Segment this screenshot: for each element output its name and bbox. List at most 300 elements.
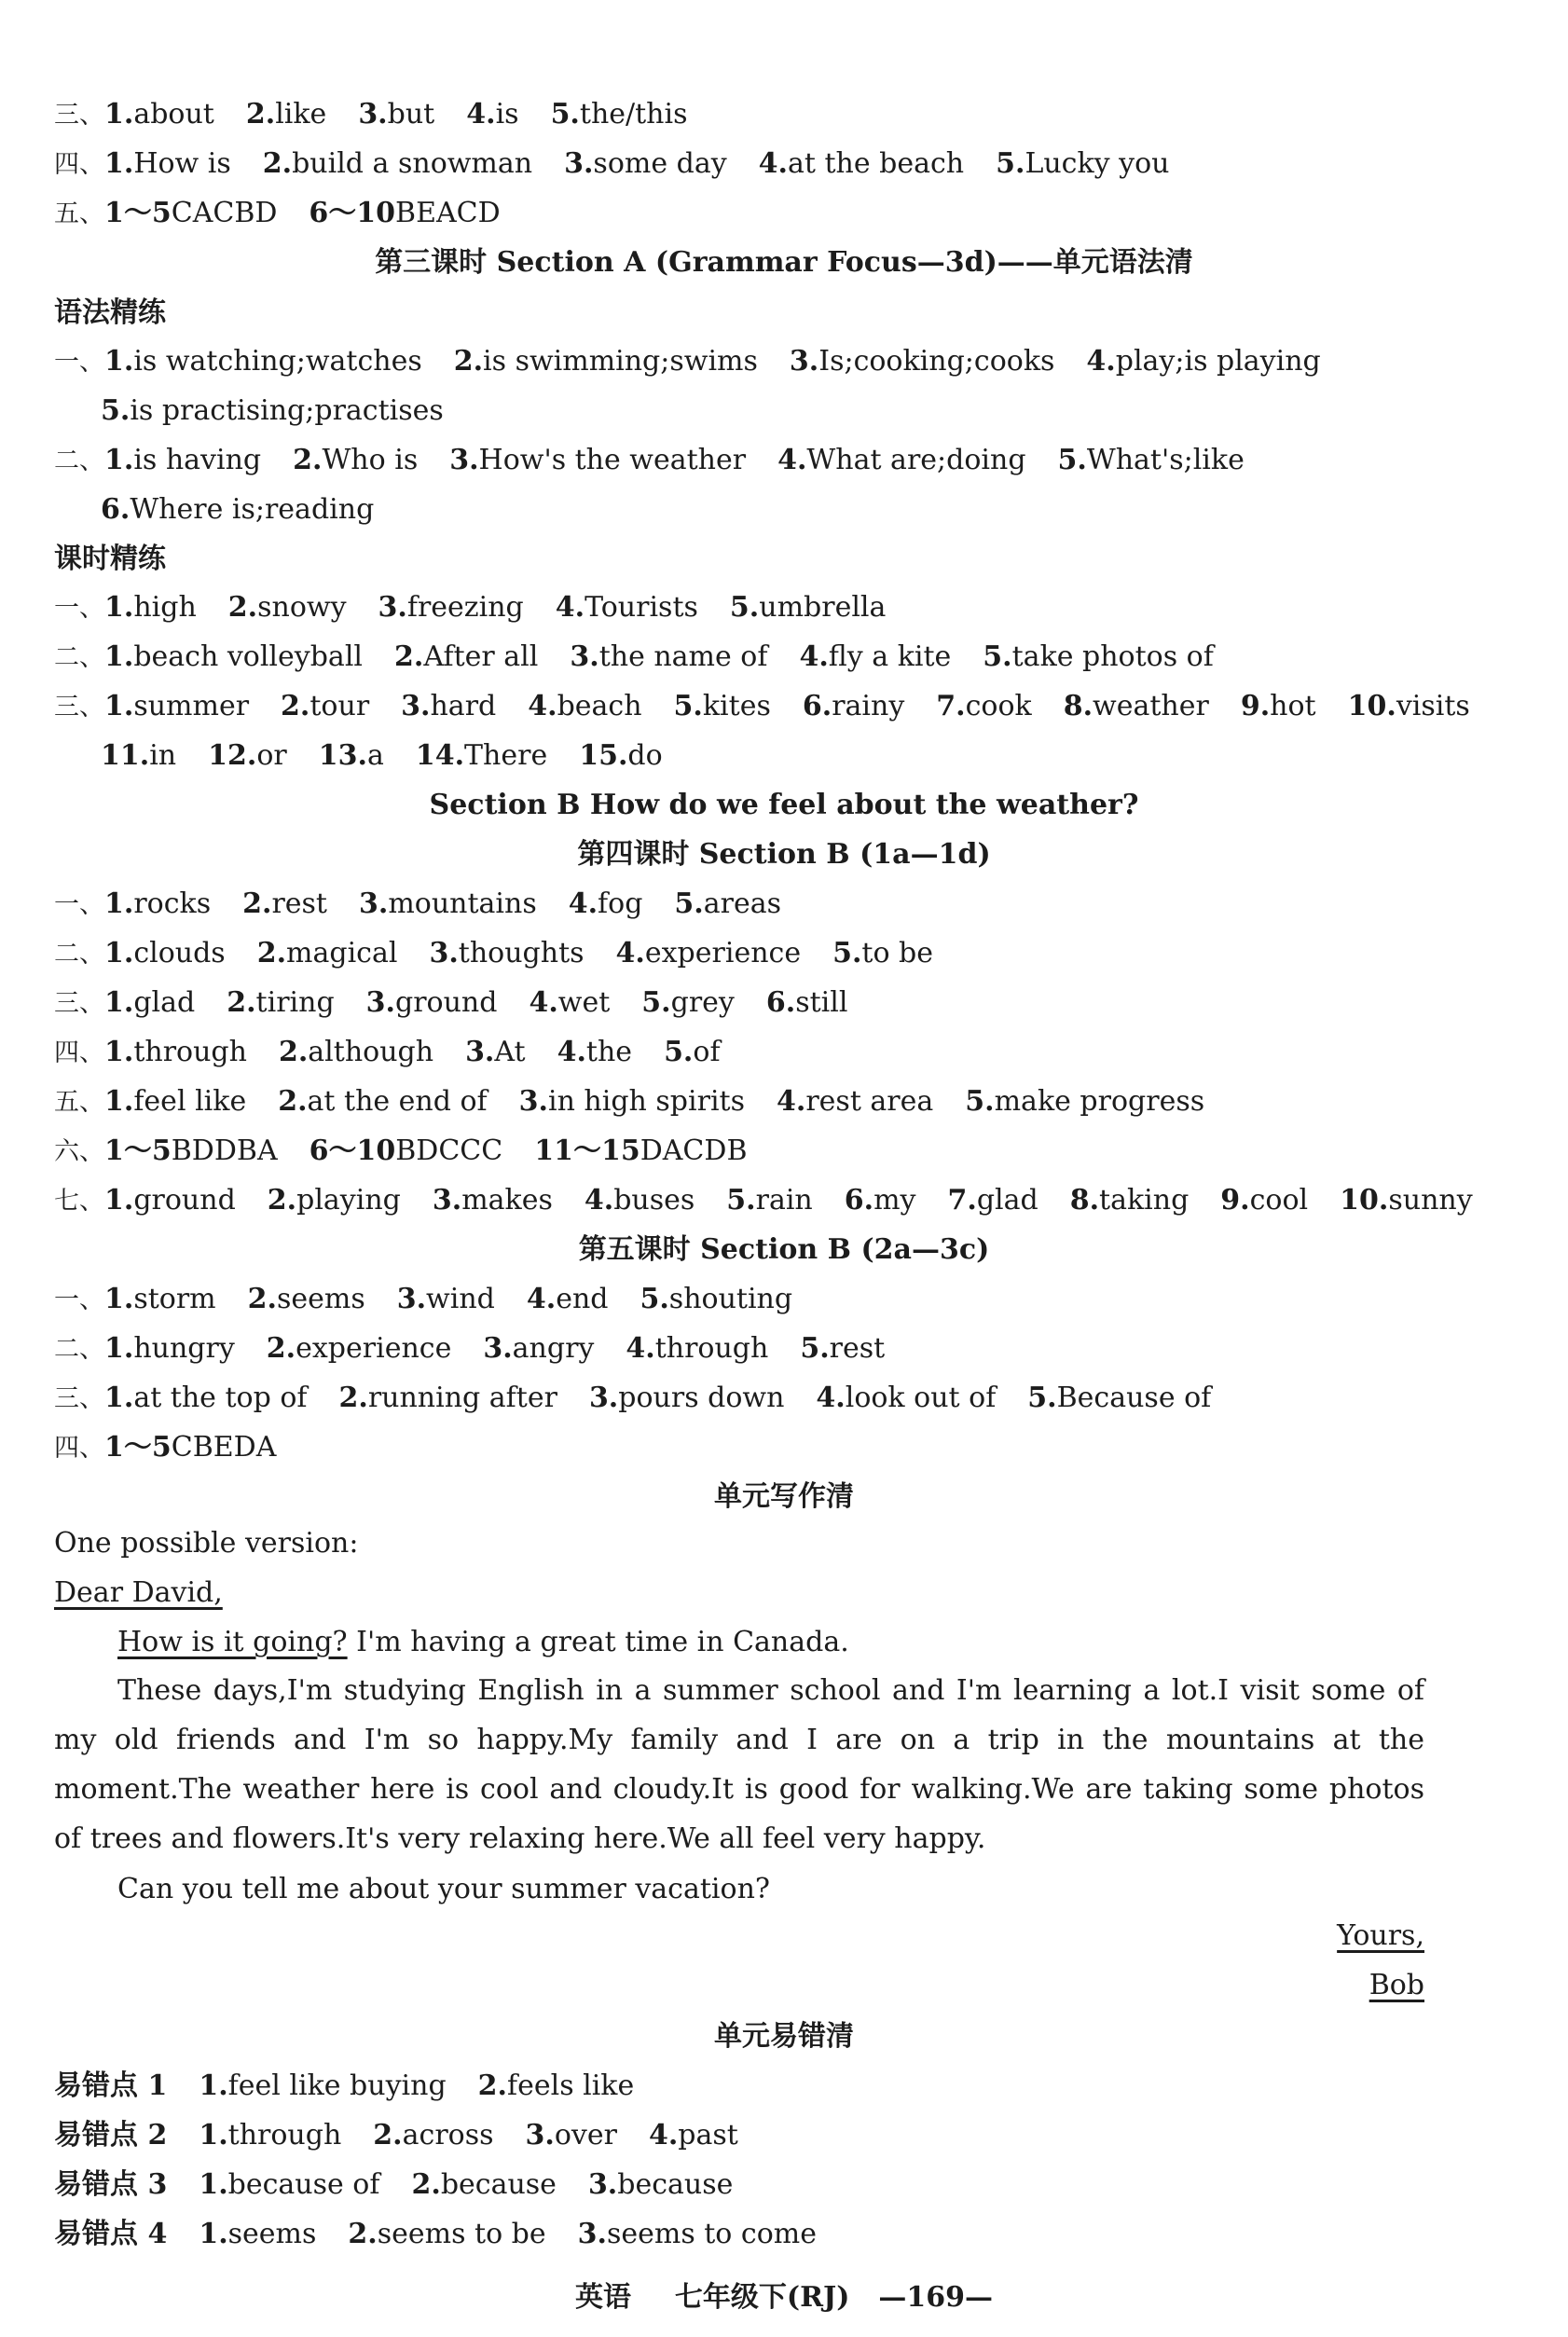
answer-item [104, 640, 363, 673]
answer-item [1241, 690, 1316, 722]
answer-text: feel like buying [227, 2069, 447, 2102]
answer-text: BDDBA [171, 1134, 278, 1167]
answer-text: take photos of [1011, 640, 1214, 673]
answer-text: storm [133, 1283, 216, 1315]
answer-item [526, 2119, 617, 2151]
answer-text: through [654, 1332, 769, 1365]
answer-item [816, 1382, 996, 1414]
exercise-marker: 二、 [54, 1335, 104, 1364]
answer-number: 2. [242, 887, 272, 920]
letter-salutation [54, 1574, 223, 1612]
answer-number: 3. [588, 1382, 619, 1414]
answer-item [726, 1184, 812, 1217]
answer-text: ground [133, 1184, 236, 1217]
answer-text: past [678, 2119, 738, 2151]
answer-item [1064, 690, 1209, 722]
answer-number: 2. [267, 1184, 297, 1217]
answer-number: 5. [1027, 1382, 1057, 1414]
answer-text: Lucky you [1025, 147, 1170, 180]
answer-number: 3. [483, 1332, 513, 1365]
answer-text: wet [557, 986, 611, 1019]
answer-item [293, 444, 418, 476]
answer-number: 7. [947, 1184, 977, 1217]
answer-text: although [308, 1036, 434, 1068]
answer-number: 4. [758, 147, 788, 180]
answer-item [416, 739, 547, 772]
answer-text: pours down [618, 1382, 785, 1414]
answer-item [564, 147, 727, 180]
exercise-marker: 五、 [54, 1088, 104, 1117]
error-point-line [54, 2166, 764, 2204]
answer-text: across [402, 2119, 494, 2151]
signature-text: Bob [1369, 1969, 1424, 2001]
answer-number: 10. [1340, 1184, 1389, 1217]
answer-item [394, 640, 538, 673]
answer-number: 3. [378, 591, 407, 624]
answer-text: DACDB [640, 1134, 748, 1167]
exercise-marker: 七、 [54, 1187, 104, 1216]
answer-text: hard [430, 690, 497, 722]
answer-item [519, 1085, 745, 1118]
answer-number: 4. [648, 2119, 679, 2151]
answer-number: 4. [555, 591, 585, 624]
answer-number: 10. [1347, 690, 1396, 722]
answer-number: 5. [729, 591, 760, 624]
answer-number: 5. [726, 1184, 756, 1217]
answer-item [104, 887, 211, 920]
answer-item [104, 690, 249, 722]
answer-item [454, 345, 758, 378]
answer-item [674, 887, 781, 920]
answer-item [411, 2168, 556, 2201]
letter-greeting-line [117, 1624, 849, 1661]
answer-number: 1. [104, 591, 134, 624]
errors-title: 单元易错清 [714, 2020, 854, 2053]
answer-line [54, 1429, 308, 1467]
answer-text: glad [133, 986, 196, 1019]
answer-number: 6. [101, 493, 131, 526]
answer-item [569, 887, 643, 920]
exercise-marker: 一、 [54, 1285, 104, 1314]
answer-item [348, 2218, 545, 2250]
answer-number: 1. [104, 1283, 134, 1315]
exercise-marker: 一、 [54, 890, 104, 919]
answer-text: taking [1099, 1184, 1190, 1217]
answer-text: rocks [133, 887, 212, 920]
answer-item [478, 2069, 635, 2102]
answer-number: 5. [983, 640, 1012, 673]
answer-item [263, 147, 532, 180]
answer-text: feels like [506, 2069, 635, 2102]
answer-text: end [556, 1283, 609, 1315]
answer-number: 2. [293, 444, 323, 476]
answer-line [54, 1133, 779, 1171]
answer-text: or [256, 739, 287, 772]
answer-text: How is [133, 147, 231, 180]
answer-line [54, 1182, 1505, 1220]
answer-number: 5. [832, 937, 862, 969]
answer-line [54, 935, 965, 973]
answer-item [1220, 1184, 1308, 1217]
answer-number: 3. [429, 937, 459, 969]
answer-text: still [795, 986, 848, 1019]
answer-item [759, 147, 964, 180]
answer-item [483, 1332, 594, 1365]
answer-line [101, 392, 475, 430]
answer-item [104, 1085, 246, 1118]
answer-item [527, 1283, 609, 1315]
answer-number: 4. [1086, 345, 1116, 378]
answer-item [104, 1431, 276, 1464]
answer-number: 2. [247, 1283, 277, 1315]
answer-number: 4. [526, 1283, 557, 1315]
answer-number: 3. [432, 1184, 462, 1217]
answer-text: What's;like [1086, 444, 1245, 476]
answer-text: fog [598, 887, 643, 920]
exercise-marker: 三、 [54, 1384, 104, 1413]
answer-item [366, 986, 498, 1019]
exercise-marker: 三、 [54, 101, 104, 130]
answer-item [228, 591, 347, 624]
answer-line [54, 1034, 752, 1072]
answer-item [674, 690, 771, 722]
answer-number: 1. [104, 98, 134, 131]
answer-number: 2. [477, 2069, 507, 2102]
answer-item [585, 1184, 695, 1217]
answer-text: clouds [133, 937, 226, 969]
answer-number: 4. [529, 986, 558, 1019]
answer-item [279, 1036, 433, 1068]
answer-number: 2. [262, 147, 293, 180]
answer-item [449, 444, 746, 476]
exercise-marker: 四、 [54, 150, 104, 179]
answer-number: 5. [640, 1283, 669, 1315]
answer-text: umbrella [759, 591, 887, 624]
answer-item [1340, 1184, 1473, 1217]
answer-number: 1. [104, 986, 134, 1019]
answer-number: 1～5 [104, 1431, 172, 1464]
footer-grade: 七年级下(RJ) [674, 2281, 850, 2314]
answer-number: 2. [278, 1036, 309, 1068]
closing-text: Yours, [1337, 1919, 1424, 1952]
answer-text: beach volleyball [133, 640, 364, 673]
answer-item [101, 739, 176, 772]
answer-text: angry [512, 1332, 595, 1365]
answer-text: Who is [322, 444, 419, 476]
answer-number: 6. [802, 690, 832, 722]
section-heading: 第五课时 Section B (2a—3c) [578, 1233, 990, 1266]
answer-line [54, 984, 879, 1023]
answer-item [551, 98, 688, 131]
answer-number: 1～5 [104, 1134, 172, 1167]
answer-number: 2. [348, 2218, 378, 2250]
answer-text: experience [644, 937, 802, 969]
error-point-label: 易错点 1 [54, 2069, 168, 2102]
section-heading: Section B How do we feel about the weather? [429, 789, 1139, 821]
answer-number: 2. [281, 690, 310, 722]
section-heading: 单元写作清 [714, 1480, 854, 1513]
answer-text: do [627, 739, 663, 772]
answer-text: summer [133, 690, 250, 722]
answer-line [54, 96, 720, 134]
answer-item [528, 690, 641, 722]
answer-text: tiring [255, 986, 335, 1019]
answer-text: is practising;practises [130, 394, 444, 427]
answer-item [466, 98, 518, 131]
answer-item [359, 887, 537, 920]
answer-text: BEACD [395, 197, 501, 229]
answer-item [626, 1332, 768, 1365]
answer-text: at the end of [307, 1085, 488, 1118]
answer-text: over [554, 2119, 617, 2151]
answer-number: 13. [318, 739, 367, 772]
answer-number: 1. [104, 147, 134, 180]
answer-number: 1. [104, 1085, 134, 1118]
answer-item [803, 690, 904, 722]
answer-line [54, 688, 1502, 726]
answer-item [278, 1085, 487, 1118]
answer-text: is watching;watches [133, 345, 422, 378]
answer-item [242, 887, 327, 920]
answer-text: How's the weather [478, 444, 747, 476]
answer-line [54, 343, 1353, 381]
letter-signature [1369, 1967, 1424, 2004]
answer-text: areas [703, 887, 782, 920]
answer-number: 6～10 [309, 197, 396, 229]
answer-number: 3. [789, 345, 819, 378]
answer-item [664, 1036, 721, 1068]
answer-line [54, 1083, 1236, 1121]
answer-item [246, 98, 326, 131]
answer-text: about [133, 98, 214, 131]
answer-text: through [227, 2119, 342, 2151]
error-point-label: 易错点 3 [54, 2168, 168, 2201]
answer-item [227, 986, 334, 1019]
answer-item [101, 493, 374, 526]
answer-item [766, 986, 848, 1019]
answer-item [267, 1332, 452, 1365]
answer-number: 4. [816, 1382, 846, 1414]
answer-line [54, 886, 813, 924]
letter-closing [1337, 1918, 1424, 1955]
answer-number: 5. [965, 1085, 995, 1118]
answer-item [319, 739, 384, 772]
answer-text: build a snowman [292, 147, 533, 180]
answer-text: in high spirits [547, 1085, 745, 1118]
answer-item [104, 98, 214, 131]
answer-item [649, 2119, 738, 2151]
letter-greeting: How is it going? [117, 1626, 348, 1658]
error-point-label: 易错点 2 [54, 2119, 168, 2151]
footer-page-number: —169— [878, 2281, 993, 2314]
answer-number: 5. [664, 1036, 694, 1068]
answer-text: buses [613, 1184, 695, 1217]
answer-line [54, 1330, 916, 1368]
answer-text: hungry [133, 1332, 235, 1365]
answer-number: 3. [525, 2119, 555, 2151]
answer-number: 5. [550, 98, 580, 131]
answer-item [104, 147, 231, 180]
answer-number: 1. [104, 1382, 134, 1414]
answer-text: feel like [133, 1085, 247, 1118]
answer-item [339, 1382, 557, 1414]
answer-item [616, 937, 802, 969]
answer-number: 3. [365, 986, 395, 1019]
letter-body [54, 1666, 1424, 1863]
answer-number: 3. [570, 640, 599, 673]
answer-text: rest [271, 887, 327, 920]
answer-item [845, 1184, 916, 1217]
answer-number: 7. [936, 690, 966, 722]
answer-number: 2. [373, 2119, 403, 2151]
answer-number: 2. [394, 640, 424, 673]
section-heading: 第三课时 Section A (Grammar Focus—3d)——单元语法清 [375, 246, 1193, 279]
answer-item [557, 1036, 632, 1068]
answer-number: 3. [564, 147, 594, 180]
answer-number: 1. [199, 2218, 228, 2250]
answer-number: 1. [199, 2119, 228, 2151]
answer-item [257, 937, 398, 969]
answer-item [965, 1085, 1204, 1118]
answer-number: 3. [587, 2168, 618, 2201]
answer-item [281, 690, 369, 722]
answer-text: playing [296, 1184, 401, 1217]
answer-number: 5. [800, 1332, 830, 1365]
answer-text: magical [286, 937, 398, 969]
error-point-label: 易错点 4 [54, 2218, 168, 2250]
answer-text: BDCCC [395, 1134, 503, 1167]
answer-number: 4. [568, 887, 598, 920]
answer-text: grey [670, 986, 735, 1019]
answer-text: a [366, 739, 384, 772]
answer-text: in [149, 739, 177, 772]
answer-number: 5. [641, 986, 671, 1019]
answer-text: hot [1270, 690, 1316, 722]
answer-item [104, 1283, 216, 1315]
answer-text: wind [426, 1283, 495, 1315]
answer-text: mountains [388, 887, 537, 920]
answer-text: rainy [832, 690, 905, 722]
exercise-marker: 一、 [54, 594, 104, 623]
answer-item [799, 640, 951, 673]
answer-number: 4. [777, 444, 807, 476]
answer-number: 2. [227, 986, 256, 1019]
answer-text: rain [755, 1184, 813, 1217]
answer-item [1070, 1184, 1190, 1217]
answer-item [996, 147, 1169, 180]
exercise-marker: 二、 [54, 447, 104, 475]
section-heading: 第四课时 Section B (1a—1d) [577, 838, 991, 871]
answer-item [832, 937, 933, 969]
letter-intro: One possible version: [54, 1527, 359, 1560]
letter-question: Can you tell me about your summer vacation? [117, 1873, 770, 1905]
answer-text: Because of [1056, 1382, 1212, 1414]
answer-text: Tourists [585, 591, 698, 624]
answer-number: 5. [673, 690, 703, 722]
answer-text: beach [557, 690, 642, 722]
answer-number: 3. [577, 2218, 607, 2250]
answer-text: There [464, 739, 548, 772]
answer-item [104, 937, 226, 969]
exercise-marker: 二、 [54, 940, 104, 969]
answer-item [983, 640, 1214, 673]
answer-text: snowy [257, 591, 347, 624]
salutation-text: Dear David, [54, 1576, 223, 1609]
answer-number: 4. [557, 1036, 586, 1068]
answer-text: seems [227, 2218, 317, 2250]
answer-number: 11～15 [534, 1134, 640, 1167]
answer-text: CACBD [171, 197, 278, 229]
answer-item [529, 986, 610, 1019]
exercise-marker: 五、 [54, 199, 104, 228]
answer-text: rest [829, 1332, 886, 1365]
answer-number: 11. [101, 739, 150, 772]
answer-item [104, 1382, 308, 1414]
answer-item [248, 1283, 365, 1315]
answer-number: 1. [104, 937, 134, 969]
answer-item [433, 1184, 553, 1217]
answer-text: the name of [598, 640, 768, 673]
answer-number: 1. [104, 690, 134, 722]
answer-text: tour [309, 690, 370, 722]
answer-line [101, 737, 695, 775]
answer-text: because [617, 2168, 734, 2201]
answer-text: After all [423, 640, 539, 673]
answer-item [640, 1283, 792, 1315]
answer-text: of [693, 1036, 721, 1068]
exercise-marker: 三、 [54, 693, 104, 722]
answer-line [54, 1281, 824, 1319]
answer-number: 5. [101, 394, 131, 427]
answer-item [579, 739, 662, 772]
answer-number: 3. [401, 690, 431, 722]
error-point-line [54, 2216, 848, 2253]
answer-item [1086, 345, 1320, 378]
answer-item [790, 345, 1055, 378]
answer-text: make progress [994, 1085, 1205, 1118]
answer-item [101, 394, 444, 427]
answer-item [104, 444, 261, 476]
answer-item [401, 690, 496, 722]
answer-text: because [440, 2168, 557, 2201]
answer-number: 3. [358, 887, 389, 920]
answer-text: through [133, 1036, 247, 1068]
answer-text: What are;doing [806, 444, 1026, 476]
answer-number: 6～10 [309, 1134, 396, 1167]
answer-item [1027, 1382, 1211, 1414]
answer-item [199, 2168, 379, 2201]
answer-number: 15. [579, 739, 628, 772]
answer-text: the [585, 1036, 633, 1068]
answer-number: 1～5 [104, 197, 172, 229]
answer-number: 2. [245, 98, 276, 131]
answer-text: seems to come [606, 2218, 817, 2250]
answer-line [54, 1380, 1243, 1418]
answer-item [104, 1036, 247, 1068]
answer-line [54, 589, 917, 627]
answer-text: At [494, 1036, 526, 1068]
answer-text: cool [1249, 1184, 1309, 1217]
answer-item [268, 1184, 401, 1217]
answer-number: 5. [996, 147, 1025, 180]
answer-item [800, 1332, 885, 1365]
exercise-marker: 三、 [54, 989, 104, 1018]
answer-text: makes [461, 1184, 553, 1217]
answer-number: 2. [411, 2168, 441, 2201]
answer-item [465, 1036, 526, 1068]
answer-number: 4. [799, 640, 829, 673]
answer-text: freezing [406, 591, 524, 624]
